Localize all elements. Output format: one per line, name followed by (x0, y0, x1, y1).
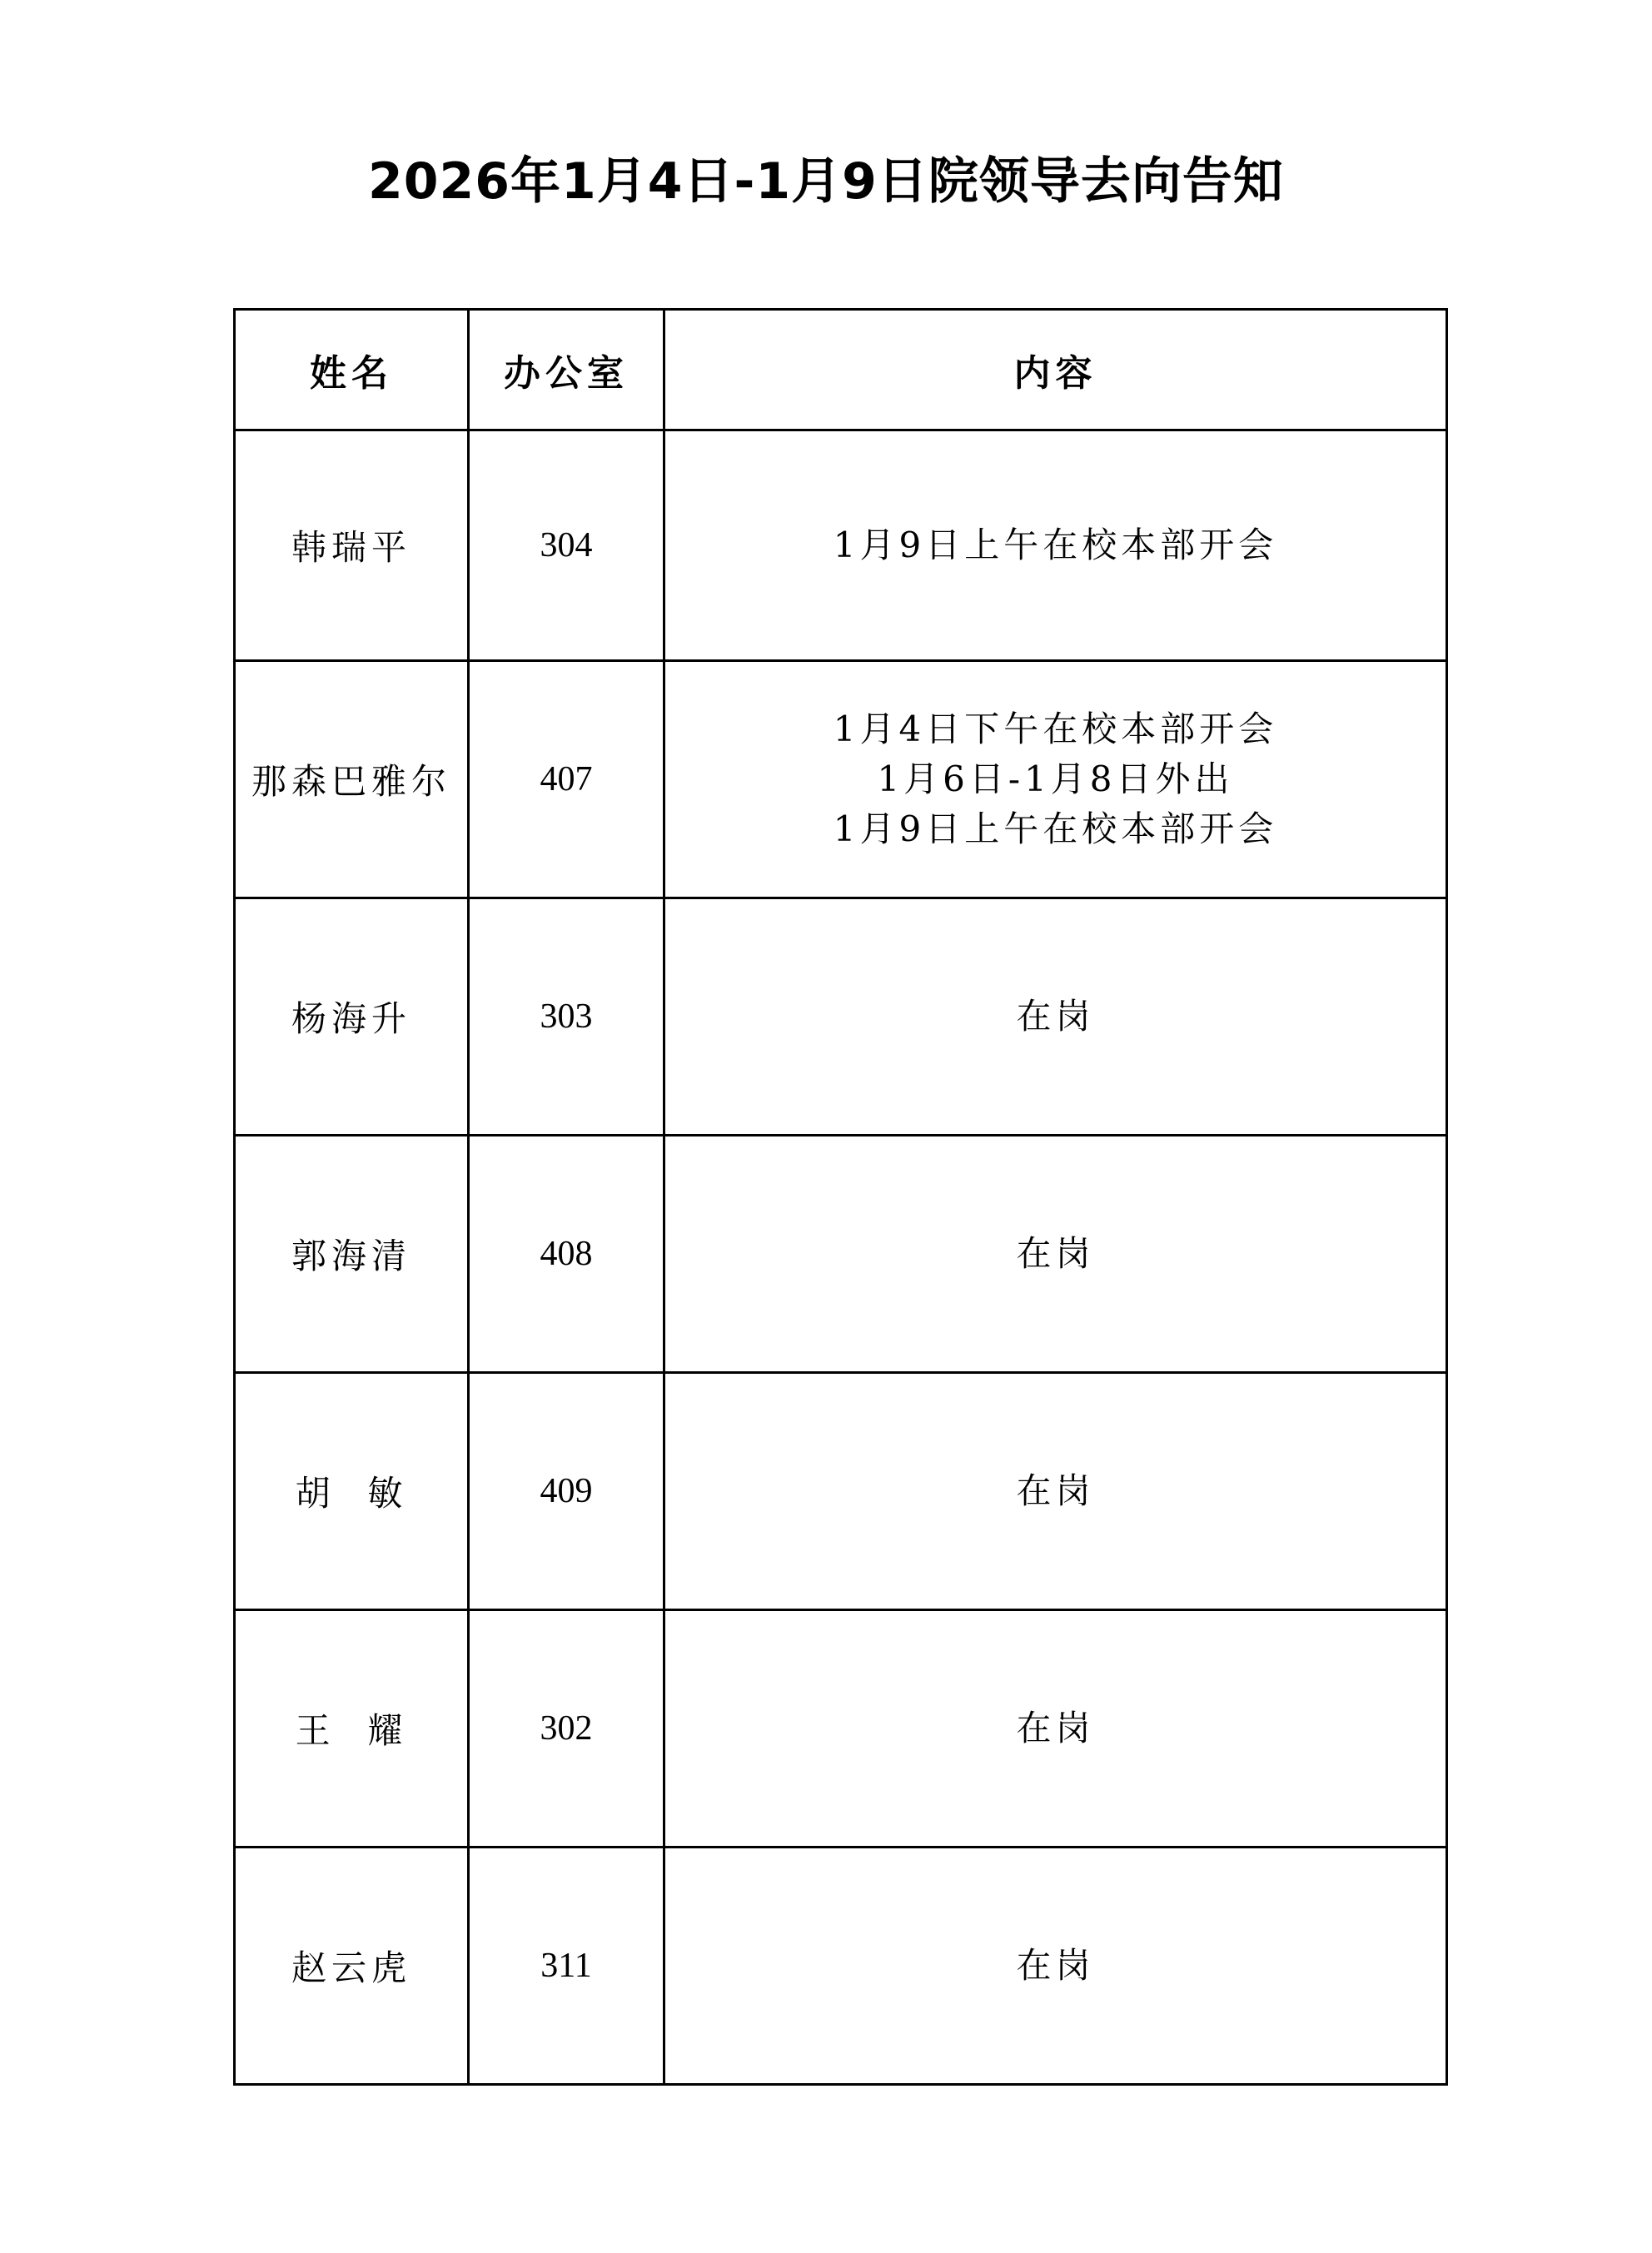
office-number: 311 (469, 1848, 664, 2085)
leader-name: 那森巴雅尔 (235, 661, 469, 898)
table-row (235, 430, 1447, 661)
table-row (235, 898, 1447, 1136)
schedule-line: 在岗 (1016, 996, 1095, 1037)
schedule-line: 1月6日-1月8日外出 (877, 758, 1234, 799)
office-number: 408 (469, 1136, 664, 1373)
schedule-line: 1月9日上午在校本部开会 (833, 525, 1278, 565)
schedule-line: 在岗 (1016, 1470, 1095, 1511)
table-header-row (235, 310, 1447, 430)
table-row (235, 661, 1447, 898)
leader-name: 赵云虎 (235, 1848, 469, 2085)
schedule-line: 在岗 (1016, 1708, 1095, 1748)
table-row (235, 1848, 1447, 2085)
table-row (235, 1610, 1447, 1848)
schedule-content (664, 430, 1447, 661)
leader-schedule-table (233, 308, 1448, 2086)
schedule-content (664, 1136, 1447, 1373)
schedule-content (664, 661, 1447, 898)
schedule-line: 1月4日下午在校本部开会 (833, 709, 1278, 749)
office-number: 303 (469, 898, 664, 1136)
header-content: 内容 (664, 310, 1447, 430)
leader-name: 郭海清 (235, 1136, 469, 1373)
office-number: 409 (469, 1373, 664, 1610)
table-row (235, 1373, 1447, 1610)
page-title: 2026年1月4日-1月9日院领导去向告知 (368, 152, 1284, 211)
schedule-line: 1月9日上午在校本部开会 (833, 808, 1278, 849)
office-number: 304 (469, 430, 664, 661)
leader-name: 王 耀 (235, 1610, 469, 1848)
leader-name: 胡 敏 (235, 1373, 469, 1610)
schedule-line: 在岗 (1016, 1233, 1095, 1274)
schedule-content (664, 1848, 1447, 2085)
schedule-line: 在岗 (1016, 1945, 1095, 1986)
header-name: 姓名 (235, 310, 469, 430)
leader-name: 韩瑞平 (235, 430, 469, 661)
schedule-content (664, 898, 1447, 1136)
office-number: 407 (469, 661, 664, 898)
table-row (235, 1136, 1447, 1373)
leader-name: 杨海升 (235, 898, 469, 1136)
schedule-content (664, 1373, 1447, 1610)
header-office: 办公室 (469, 310, 664, 430)
schedule-content (664, 1610, 1447, 1848)
office-number: 302 (469, 1610, 664, 1848)
